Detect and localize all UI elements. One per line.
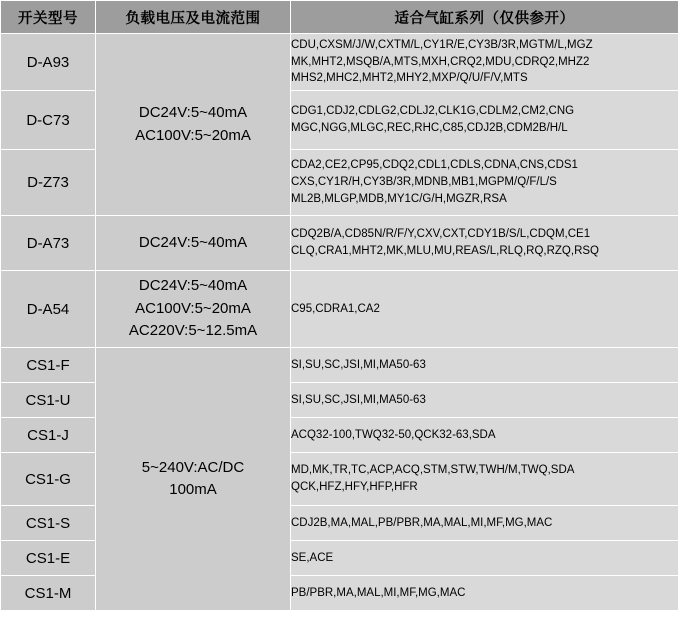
voltage-cell (96, 271, 291, 348)
series-line: SI,SU,SC,JSI,MI,MA50-63 (291, 393, 426, 406)
voltage-line: DC24V:5~40mA (138, 104, 248, 121)
series-line: SE,ACE (291, 551, 334, 564)
series-line: MK,MHT2,MSQB/A,MTS,MXH,CRQ2,MDU,CDRQ2,MHZ2 (291, 55, 590, 68)
voltage-cell (96, 348, 291, 611)
series-cell (291, 91, 679, 150)
model-cell: CS1-M (1, 576, 96, 611)
model-cell: CS1-F (1, 348, 96, 383)
series-line: CDG1,CDJ2,CDLG2,CDLJ2,CLK1G,CDLM2,CM2,CNG (291, 105, 575, 118)
series-cell (291, 150, 679, 216)
header-voltage: 负载电压及电流范围 (96, 1, 291, 34)
series-line: C95,CDRA1,CA2 (291, 302, 380, 315)
series-cell (291, 453, 679, 506)
voltage-line: AC220V:5~12.5mA (128, 322, 258, 340)
series-cell (291, 271, 679, 348)
voltage-line: DC24V:5~40mA (138, 233, 248, 251)
voltage-line: AC100V:5~20mA (135, 126, 251, 144)
model-cell: D-A93 (1, 34, 96, 91)
series-line: PB/PBR,MA,MAL,MI,MF,MG,MAC (291, 586, 466, 599)
voltage-line: AC100V:5~20mA (135, 299, 251, 317)
series-cell (291, 216, 679, 271)
series-cell (291, 576, 679, 611)
model-cell: CS1-J (1, 418, 96, 453)
series-line: MHS2,MHC2,MHT2,MHY2,MXP/Q/U/F/V,MTS (291, 72, 528, 85)
header-series: 适合气缸系列（仅供参开） (291, 1, 679, 34)
header-model: 开关型号 (1, 1, 96, 34)
series-line: CDA2,CE2,CP95,CDQ2,CDL1,CDLS,CDNA,CNS,CDS1 (291, 159, 578, 172)
model-cell: CS1-G (1, 453, 96, 506)
series-line: MGC,NGG,MLGC,REC,RHC,C85,CDJ2B,CDM2B/H/L (291, 122, 568, 134)
series-line: CDJ2B,MA,MAL,PB/PBR,MA,MAL,MI,MF,MG,MAC (291, 516, 553, 529)
model-cell: D-A73 (1, 216, 96, 271)
voltage-line: 5~240V:AC/DC (141, 458, 245, 476)
voltage-line: 100mA (169, 481, 217, 498)
series-cell (291, 418, 679, 453)
series-cell (291, 541, 679, 576)
series-line: ML2B,MLGP,MDB,MY1C/G/H,MGZR,RSA (291, 192, 507, 205)
series-line: MD,MK,TR,TC,ACP,ACQ,STM,STW,TWH/M,TWQ,SDA (291, 464, 575, 477)
table-row (1, 216, 679, 271)
table-row (1, 34, 679, 91)
series-line: CXS,CY1R/H,CY3B/3R,MDNB,MB1,MGPM/Q/F/L/S (291, 176, 557, 189)
series-cell (291, 34, 679, 91)
series-line: ACQ32-100,TWQ32-50,QCK32-63,SDA (291, 428, 496, 441)
series-line: CLQ,CRA1,MHT2,MK,MLU,MU,REAS/L,RLQ,RQ,RZQ,RSQ (291, 245, 599, 257)
table-header-row (1, 1, 679, 34)
series-line: CDQ2B/A,CD85N/R/F/Y,CXV,CXT,CDY1B/S/L,CDQM,CE1 (291, 228, 591, 241)
model-cell: CS1-E (1, 541, 96, 576)
table-row (1, 348, 679, 383)
model-cell: D-Z73 (1, 150, 96, 216)
voltage-cell (96, 216, 291, 271)
voltage-line: DC24V:5~40mA (138, 277, 248, 295)
series-line: CDU,CXSM/J/W,CXTM/L,CY1R/E,CY3B/3R,MGTM/L,MGZ (291, 38, 593, 51)
series-cell (291, 348, 679, 383)
model-cell: CS1-U (1, 383, 96, 418)
voltage-cell (96, 34, 291, 216)
model-cell: CS1-S (1, 506, 96, 541)
series-line: SI,SU,SC,JSI,MI,MA50-63 (291, 358, 426, 371)
table-row (1, 271, 679, 348)
model-cell: D-C73 (1, 91, 96, 150)
series-cell (291, 506, 679, 541)
model-cell: D-A54 (1, 271, 96, 348)
series-line: QCK,HFZ,HFY,HFP,HFR (291, 481, 418, 493)
series-cell (291, 383, 679, 418)
